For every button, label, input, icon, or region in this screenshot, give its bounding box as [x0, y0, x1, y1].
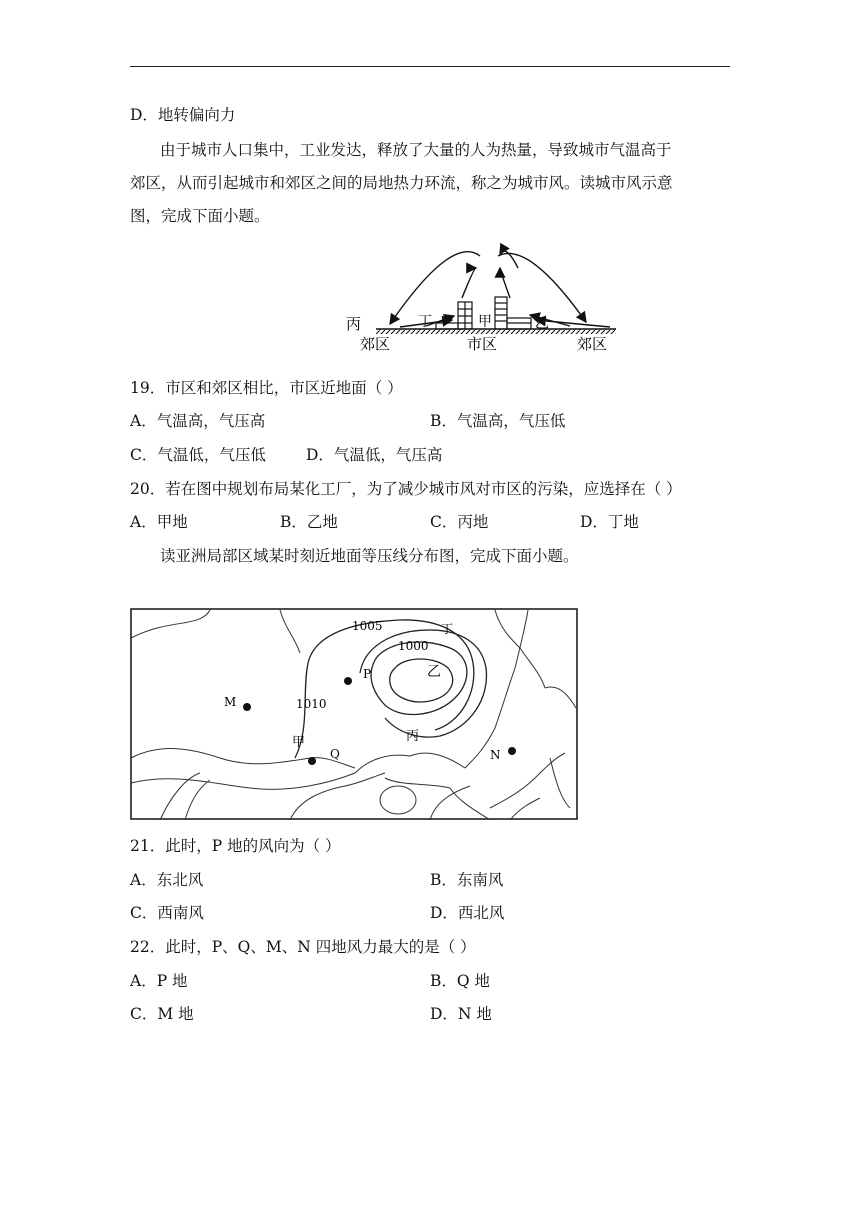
q19-option-c[interactable]: C．气温低，气压低: [130, 446, 266, 464]
point-p-dot: [344, 677, 352, 685]
point-m-dot: [243, 703, 251, 711]
q20-option-d[interactable]: D．丁地: [580, 513, 639, 531]
place-yi: 乙: [427, 664, 441, 680]
point-n-label: N: [490, 748, 501, 762]
passage1-line2: 郊区，从而引起城市和郊区之间的局地热力环流，称之为城市风。读城市风示意: [130, 174, 673, 192]
q21-option-a[interactable]: A．东北风: [130, 871, 204, 889]
label-city: 市区: [467, 335, 498, 353]
passage2: 读亚洲局部区域某时刻近地面等压线分布图，完成下面小题。: [160, 547, 579, 565]
label-suburb-left: 郊区: [360, 335, 391, 353]
point-p-label: P: [363, 667, 372, 681]
q20-stem: 20．若在图中规划布局某化工厂，为了减少城市风对市区的污染，应选择在（ ）: [130, 480, 682, 498]
passage1-line1: 由于城市人口集中，工业发达，释放了大量的人为热量，导致城市气温高于: [160, 141, 672, 159]
q22-option-d[interactable]: D．N 地: [430, 1005, 492, 1023]
place-ding: 丁: [441, 622, 454, 636]
place-bing: 丙: [406, 729, 420, 744]
point-q-label: Q: [330, 747, 340, 761]
header-rule: [130, 66, 730, 67]
q21-stem: 21．此时，P 地的风向为（ ）: [130, 837, 341, 855]
isobar-map: [130, 608, 580, 820]
q21-option-b[interactable]: B．东南风: [430, 871, 504, 889]
q19-option-a[interactable]: A．气温高，气压高: [130, 412, 266, 430]
passage1-line3: 图，完成下面小题。: [130, 207, 270, 225]
label-bing: 丙: [346, 315, 362, 333]
point-m-label: M: [224, 695, 237, 709]
map-frame: [131, 609, 577, 819]
label-jia: 甲: [478, 314, 492, 330]
label-ding: 丁: [418, 314, 432, 330]
point-n-dot: [508, 747, 516, 755]
point-q-dot: [308, 757, 316, 765]
q20-option-b[interactable]: B．乙地: [280, 513, 338, 531]
isobar-1000: 1000: [398, 639, 429, 653]
label-suburb-right: 郊区: [577, 335, 608, 353]
q18-option-d: D．地转偏向力: [130, 106, 236, 124]
q19-stem: 19．市区和郊区相比，市区近地面（ ）: [130, 379, 403, 397]
isobar-1010: 1010: [296, 697, 327, 711]
q21-option-c[interactable]: C．西南风: [130, 904, 204, 922]
city-wind-diagram: [340, 240, 630, 355]
q21-option-d[interactable]: D．西北风: [430, 904, 505, 922]
isobar-1005: 1005: [352, 619, 383, 633]
q20-option-c[interactable]: C．丙地: [430, 513, 489, 531]
q22-option-c[interactable]: C．M 地: [130, 1005, 194, 1023]
place-jia: 甲: [292, 735, 306, 750]
q22-option-b[interactable]: B．Q 地: [430, 972, 491, 990]
q22-stem: 22．此时，P、Q、M、N 四地风力最大的是（ ）: [130, 938, 476, 956]
q22-option-a[interactable]: A．P 地: [130, 972, 188, 990]
q20-option-a[interactable]: A．甲地: [130, 513, 188, 531]
q19-option-d[interactable]: D．气温低，气压高: [306, 446, 443, 464]
label-yi: 乙: [535, 316, 549, 332]
q19-option-b[interactable]: B．气温高，气压低: [430, 412, 566, 430]
